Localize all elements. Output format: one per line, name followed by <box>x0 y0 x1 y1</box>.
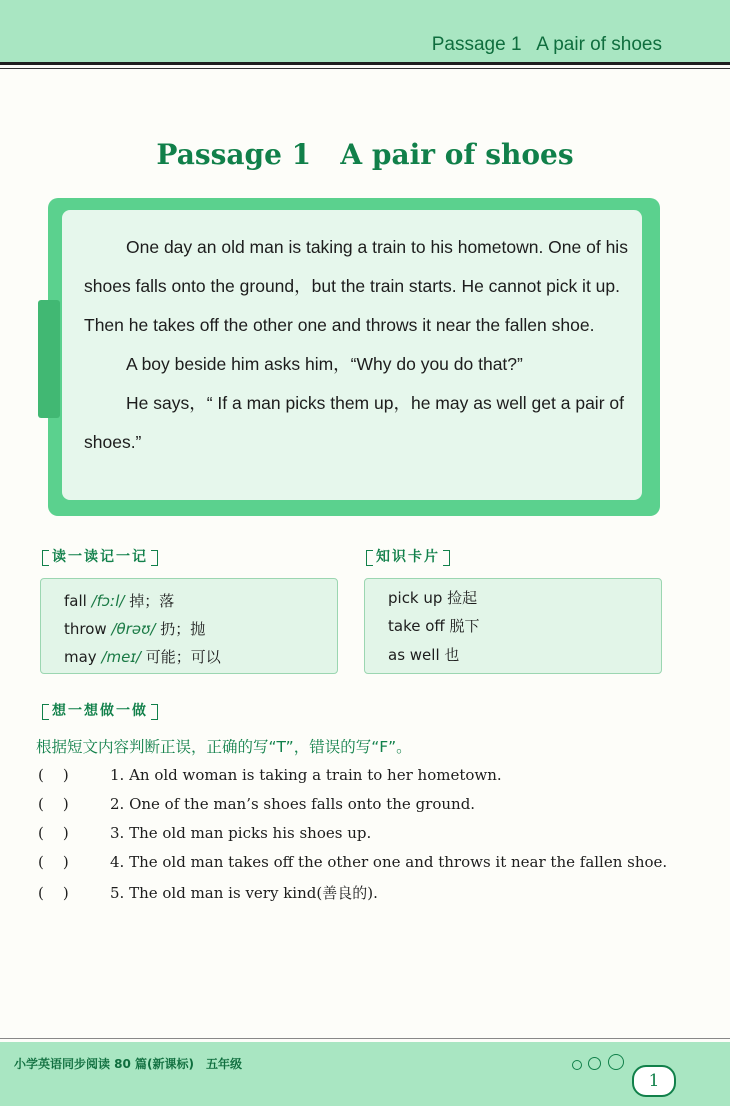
phrase-item: take off 脱下 <box>388 617 480 635</box>
exercise-instruction: 根据短文内容判断正误，正确的写“T”，错误的写“F”。 <box>36 738 412 756</box>
decor-circle-icon <box>572 1060 582 1070</box>
phrase-item: as well 也 <box>388 646 460 664</box>
answer-blank[interactable]: ( ) <box>38 853 69 871</box>
question-item <box>38 882 378 903</box>
question-item <box>38 795 475 813</box>
paragraph-2: A boy beside him asks him，“Why do you do that?” <box>126 354 523 374</box>
vocab-ipa: /θrəʊ/ <box>111 620 156 638</box>
question-text: 3. The old man picks his shoes up. <box>110 824 372 842</box>
page-title: Passage 1 A pair of shoes <box>156 138 574 171</box>
vocab-ipa: /meɪ/ <box>101 648 141 666</box>
answer-blank[interactable]: ( ) <box>38 795 69 813</box>
question-text: 1. An old woman is taking a train to her hometown. <box>110 766 502 784</box>
vocab-meaning: 扔；抛 <box>160 620 206 638</box>
paragraph-1: One day an old man is taking a train to his hometown. One of his shoes falls onto the ground，but the train starts. He cannot pick it up. Then he takes off the other one and throws it near the fallen shoe. <box>84 237 628 335</box>
answer-blank[interactable]: ( ) <box>38 824 69 842</box>
footer-rule <box>0 1038 730 1039</box>
knowledge-card-label: 知识卡片 <box>370 546 446 566</box>
question-text: 4. The old man takes off the other one and throws it near the fallen shoe. <box>110 853 668 871</box>
decor-circle-icon <box>608 1054 624 1070</box>
answer-blank[interactable]: ( ) <box>38 766 69 784</box>
header-rule <box>0 68 730 69</box>
book-title: 小学英语同步阅读 80 篇(新课标) 五年级 <box>14 1057 243 1071</box>
vocab-word: throw <box>64 620 107 638</box>
question-item <box>38 766 502 784</box>
passage-text <box>84 228 632 462</box>
vocab-ipa: /fɔːl/ <box>91 592 125 610</box>
paragraph-3: He says，“ If a man picks them up，he may as well get a pair of shoes.” <box>84 393 624 452</box>
footer-band <box>0 1042 730 1106</box>
question-text: 5. The old man is very kind(善良的). <box>110 884 378 902</box>
passage-tab <box>38 300 60 418</box>
exercise-section-label: 想一想做一做 <box>46 700 154 720</box>
question-item <box>38 853 667 871</box>
running-header: Passage 1 A pair of shoes <box>431 34 662 55</box>
page-number: 1 <box>632 1065 676 1097</box>
question-item <box>38 824 371 842</box>
vocab-item <box>64 618 205 639</box>
vocab-meaning: 掉；落 <box>129 592 175 610</box>
phrase-item: pick up 捡起 <box>388 589 478 607</box>
vocab-word: fall <box>64 592 87 610</box>
vocab-section-label: 读一读记一记 <box>46 546 154 566</box>
vocab-meaning: 可能；可以 <box>145 648 221 666</box>
decor-circle-icon <box>588 1057 601 1070</box>
vocab-item <box>64 646 221 667</box>
vocab-item <box>64 590 174 611</box>
vocab-word: may <box>64 648 97 666</box>
answer-blank[interactable]: ( ) <box>38 884 69 902</box>
question-text: 2. One of the man’s shoes falls onto the ground. <box>110 795 476 813</box>
